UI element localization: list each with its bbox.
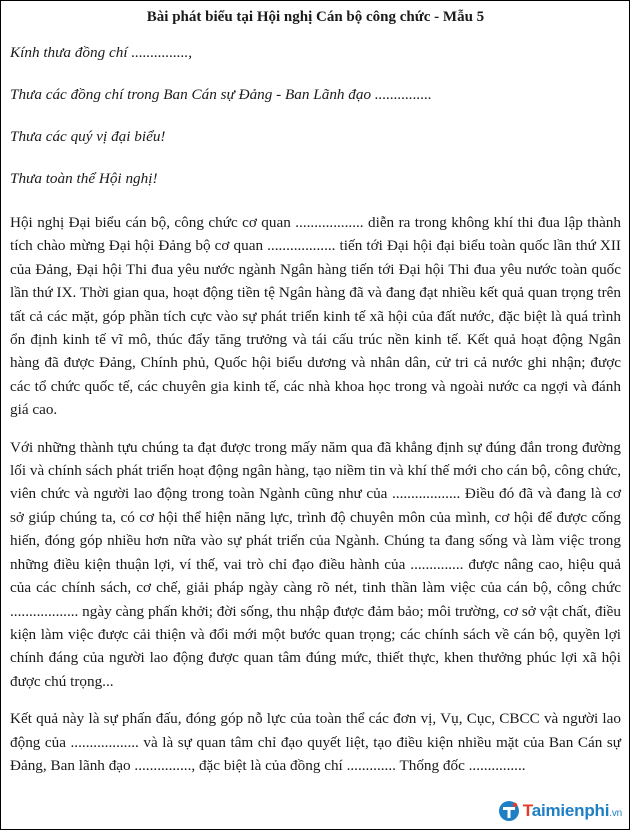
taimienphi-logo-icon <box>498 800 520 822</box>
greeting-line-3: Thưa các quý vị đại biểu! <box>10 128 166 145</box>
body-paragraph-1: Hội nghị Đại biểu cán bộ, công chức cơ quan .................. diễn ra trong không khí thi đua lập thành tích chào mừng Đại hội Đảng bộ cơ quan .................. tiến tới Đại hội đại biểu toàn quốc lần thứ XII của Đảng, Đại hội Thi đua yêu nước ngành Ngân hàng tiến tới Đại hội Thi đua yêu nước toàn quốc lần thứ IX. Thời gian qua, hoạt động tiền tệ Ngân hàng đã và đang đạt nhiều kết quả quan trọng trên tất cả các mặt, góp phần tích cực vào sự phát triển kinh tế xã hội của đất nước, đặc biệt là quá trình ổn định kinh tế vĩ mô, thúc đẩy tăng trưởng và tái cấu trúc nền kinh tế. Kết quả hoạt động Ngân hàng đã được Đảng, Chính phủ, Quốc hội biểu dương và nhân dân, cử tri cả nước ghi nhận; được các tổ chức quốc tế, các chuyên gia kinh tế, các nhà khoa học trong và ngoài nước ca ngợi và đánh giá cao. <box>10 214 621 419</box>
document-title: Bài phát biểu tại Hội nghị Cán bộ công chức - Mẫu 5 <box>146 9 485 25</box>
taimienphi-wordmark: Taimienphi.vn <box>522 801 622 820</box>
greeting-line-2: Thưa các đồng chí trong Ban Cán sự Đảng - Ban Lãnh đạo ............... <box>10 86 432 103</box>
taimienphi-watermark <box>496 799 625 823</box>
body-paragraph-3: Kết quả này là sự phấn đấu, đóng góp nỗ lực của toàn thể các đơn vị, Vụ, Cục, CBCC và người lao động của .................. và là sự quan tâm chỉ đạo quyết liệt, tạo điều kiện nhiều mặt của Ban Cán sự Đảng, Ban lãnh đạo ..............., đặc biệt là của đồng chí ............. Thống đốc ............... <box>10 710 621 774</box>
greeting-line-4: Thưa toàn thể Hội nghị! <box>10 170 158 187</box>
greeting-line-1: Kính thưa đồng chí ..............., <box>10 44 193 61</box>
body-paragraph-2: Với những thành tựu chúng ta đạt được trong mấy năm qua đã khẳng định sự đúng đắn trong đường lối và chính sách phát triển hoạt động ngân hàng, tạo niềm tin và khí thế mới cho cán bộ, công chức, viên chức và người lao động trong toàn Ngành cũng như của .................. Điều đó đã và đang là cơ sở giúp chúng ta, có cơ hội thể hiện năng lực, trình độ chuyên môn của mình, cơ hội để được cống hiến, đóng góp nhiều hơn nữa vào sự phát triển của Ngành. Chúng ta đang sống và làm việc trong những điều kiện thuận lợi, ví thế, vai trò chỉ đạo điều hành của .............. được nâng cao, hiệu quả của các chính sách, cơ chế, giải pháp ngày càng rõ nét, tinh thần làm việc của cán bộ, công chức .................. ngày càng phấn khởi; đời sống, thu nhập được đảm bảo; môi trường, cơ sở vật chất, điều kiện làm việc được cải thiện và đổi mới một bước quan trọng; các chính sách về cán bộ, quyền lợi chính đáng của người lao động được quan tâm đúng mức, thiết thực, khen thưởng phúc lợi xã hội được chú trọng... <box>10 438 621 690</box>
